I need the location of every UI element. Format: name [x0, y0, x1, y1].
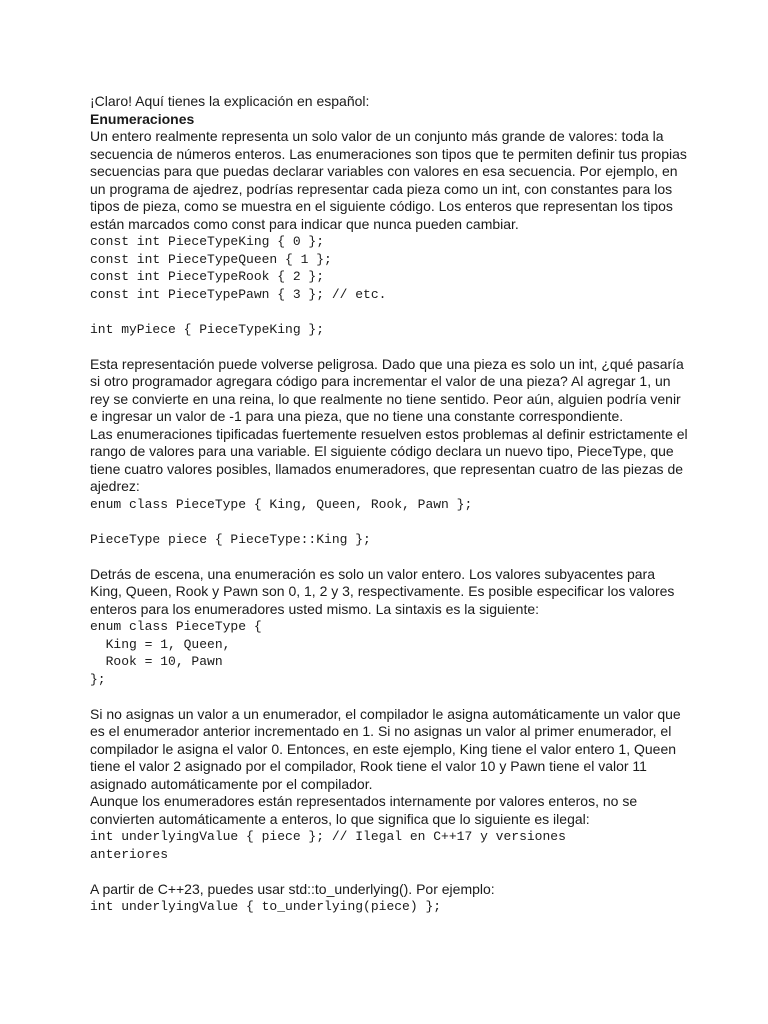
section-heading: Enumeraciones: [90, 110, 195, 127]
paragraph-7: A partir de C++23, puedes usar std::to_underlying(). Por ejemplo:: [90, 880, 495, 897]
paragraph-3: Las enumeraciones tipificadas fuertemente resuelven estos problemas al definir estrictamente el rango de valores para una variable. El siguiente código declara un nuevo tipo, PieceType, que tiene cuatro valores posibles, llamados enumeradores, que representan cuatro de las piezas de ajedrez:: [90, 425, 688, 494]
paragraph-2: Esta representación puede volverse peligrosa. Dado que una pieza es solo un int, ¿qué pasaría si otro programador agregara código para incrementar el valor de una pieza? Al agregar 1, un rey se convierte en una reina, lo que realmente no tiene sentido. Peor aún, alguien podría venir e ingresar un valor de -1 para una pieza, que no tiene una constante correspondiente.: [90, 355, 684, 424]
code-block-4: PieceType piece { PieceType::King };: [90, 531, 371, 547]
code-line: };: [90, 671, 106, 687]
code-block-6: [90, 828, 690, 863]
paragraph-5: Si no asignas un valor a un enumerador, el compilador le asigna automáticamente un valor que es el enumerador anterior incrementado en 1. Si no asignas un valor al primer enumerador, el compilador le asigna el valor 0. Entonces, en este ejemplo, King tiene el valor entero 1, Queen tiene el valor 2 asignado por el compilador, Rook tiene el valor 10 y Pawn tiene el valor 11 asignado automáticamente por el compilador.: [90, 705, 681, 792]
paragraph-1: Un entero realmente representa un solo valor de un conjunto más grande de valores: toda la secuencia de números enteros. Las enumeraciones son tipos que te permiten definir tus propias secuencias para que puedas declarar variables con valores en esa secuencia. Por ejemplo, en un programa de ajedrez, podrías representar cada pieza como un int, con constantes para los tipos de pieza, como se muestra en el siguiente código. Los enteros que representan los tipos están marcados como const para indicar que nunca pueden cambiar.: [90, 128, 687, 232]
code-line: int underlyingValue { piece }; // Ilegal en C++17 y versiones: [90, 829, 566, 844]
code-block-7: int underlyingValue { to_underlying(piece) };: [90, 899, 442, 914]
code-block-2: int myPiece { PieceTypeKing };: [90, 321, 325, 337]
code-line: const int PieceTypePawn { 3 }; // etc.: [90, 286, 387, 302]
blank-line: [90, 863, 690, 881]
code-line: const int PieceTypeRook { 2 };: [90, 269, 325, 284]
code-line: Rook = 10, Pawn: [90, 654, 223, 669]
paragraph-6: Aunque los enumeradores están representados internamente por valores enteros, no se convierten automáticamente a enteros, lo que significa que lo siguiente es ilegal:: [90, 793, 638, 827]
code-line: anteriores: [90, 846, 169, 862]
code-block-5: [90, 618, 690, 688]
blank-line: [90, 513, 690, 531]
code-line: const int PieceTypeQueen { 1 };: [90, 251, 332, 267]
paragraph-4: Detrás de escena, una enumeración es solo un valor entero. Los valores subyacentes para King, Queen, Rook y Pawn son 0, 1, 2 y 3, respectivamente. Es posible especificar los valores enteros para los enumeradores usted mismo. La sintaxis es la siguiente:: [90, 565, 675, 617]
blank-line: [90, 338, 690, 356]
document-page: [90, 93, 690, 916]
code-line: const int PieceTypeKing { 0 };: [90, 234, 325, 249]
code-block-1: [90, 233, 690, 303]
code-line: enum class PieceType {: [90, 619, 262, 634]
blank-line: [90, 548, 690, 566]
intro-line: ¡Claro! Aquí tienes la explicación en español:: [90, 93, 370, 109]
code-block-3: enum class PieceType { King, Queen, Rook, Pawn };: [90, 496, 473, 512]
blank-line: [90, 303, 690, 321]
blank-line: [90, 688, 690, 706]
code-line: King = 1, Queen,: [90, 636, 231, 652]
